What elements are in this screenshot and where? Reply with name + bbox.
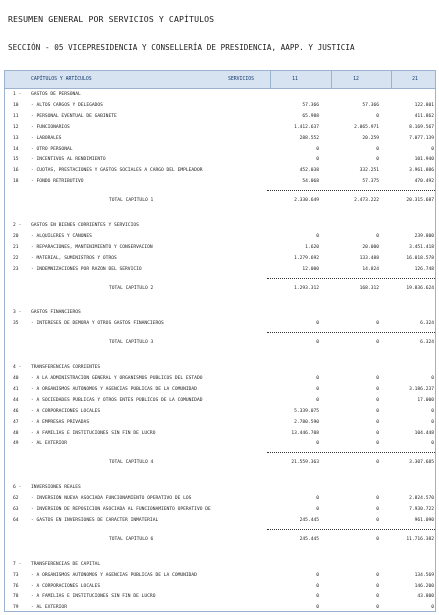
row-value-11: 288.552 bbox=[299, 135, 319, 141]
row-description: GASTOS DE PERSONAL bbox=[31, 92, 81, 97]
header-divider bbox=[331, 71, 332, 88]
row-code: 47 bbox=[13, 419, 19, 425]
row-code: 6 - bbox=[13, 485, 22, 491]
row-description: - FUNCIONARIOS bbox=[31, 124, 70, 130]
row-description: - AL EXTERIOR bbox=[31, 441, 67, 447]
row-value-21: 101.940 bbox=[414, 157, 434, 163]
row-value-21: 146.200 bbox=[414, 583, 434, 589]
row-value-21: 6.324 bbox=[420, 321, 434, 327]
row-value-21: 20.315.687 bbox=[406, 198, 434, 204]
total-row bbox=[5, 285, 435, 293]
row-value-21: 16.018.578 bbox=[406, 255, 434, 261]
total-separator bbox=[267, 452, 435, 453]
table-row bbox=[5, 102, 435, 110]
row-description: - MATERIAL, SUMINISTROS Y OTROS bbox=[31, 255, 117, 261]
table-row bbox=[5, 593, 435, 601]
header-divider bbox=[391, 71, 392, 88]
row-value-12: 14.824 bbox=[362, 266, 379, 272]
table-row bbox=[5, 375, 435, 383]
table-row bbox=[5, 440, 435, 448]
report-title: RESUMEN GENERAL POR SERVICIOS Y CAPÍTULOS bbox=[8, 14, 215, 24]
row-description: - A ORGANISMOS AUTÓNOMOS Y AGENCIAS PÚBLICAS DE LA COMUNIDAD bbox=[31, 572, 197, 578]
row-value-12: 0 bbox=[376, 386, 379, 392]
row-value-12: 0 bbox=[376, 397, 379, 403]
total-separator bbox=[267, 529, 435, 530]
row-code: 78 bbox=[13, 594, 19, 600]
row-value-21: 0 bbox=[431, 419, 434, 425]
row-description: - REPARACIONES, MANTENIMIENTO Y CONSERVACIÓN bbox=[31, 244, 153, 250]
row-value-12: 0 bbox=[376, 517, 379, 523]
row-value-12: 0 bbox=[376, 441, 379, 447]
table-row bbox=[5, 146, 435, 154]
row-value-11: 0 bbox=[316, 583, 319, 589]
row-description: INVERSIONES REALES bbox=[31, 485, 81, 491]
table-row bbox=[5, 517, 435, 525]
table-row bbox=[5, 495, 435, 503]
table-row bbox=[5, 572, 435, 580]
row-description: - A EMPRESAS PRIVADAS bbox=[31, 419, 90, 425]
row-value-21: 7.077.139 bbox=[409, 135, 434, 141]
row-value-21: 7.930.722 bbox=[409, 507, 434, 512]
row-value-12: 0 bbox=[376, 460, 379, 466]
row-description: - ALQUILERES Y CÁNONES bbox=[31, 233, 92, 239]
row-value-21: 961.090 bbox=[414, 517, 434, 523]
row-description: - INVERSIÓN NUEVA ASOCIADA FUNCIONAMIENTO OPERATIVO DE LOS bbox=[31, 496, 192, 502]
row-value-21: 3.451.418 bbox=[409, 244, 434, 250]
row-value-21: 239.800 bbox=[414, 233, 434, 239]
row-code: 14 bbox=[13, 146, 19, 152]
row-value-21: 0 bbox=[431, 605, 434, 611]
table-row bbox=[5, 178, 435, 186]
row-value-21: 43.800 bbox=[417, 594, 434, 600]
row-value-11: 2.780.590 bbox=[294, 419, 319, 425]
row-description: - A FAMILIAS E INSTITUCIONES SIN FIN DE LUCRO bbox=[31, 594, 156, 600]
row-description: - A SOCIEDADES PÚBLICAS Y OTROS ENTES PÚBLICOS DE LA COMUNIDAD bbox=[31, 397, 203, 403]
row-value-11: 12.000 bbox=[302, 266, 319, 272]
table-row bbox=[5, 397, 435, 405]
row-description: TOTAL CAPÍTULO 6 bbox=[109, 536, 154, 542]
row-description: - INCENTIVOS AL RENDIMIENTO bbox=[31, 157, 106, 163]
table-row bbox=[5, 506, 435, 514]
row-value-12: 133.488 bbox=[359, 255, 379, 261]
header-divider bbox=[270, 71, 271, 88]
total-row bbox=[5, 197, 435, 205]
table-row bbox=[5, 156, 435, 164]
row-value-12: 168.312 bbox=[359, 285, 379, 291]
row-value-11: 0 bbox=[316, 496, 319, 502]
row-value-21: 3.307.685 bbox=[409, 460, 434, 466]
row-description: - GASTOS EN INVERSIONES DE CARÁCTER INMATERIAL bbox=[31, 517, 159, 523]
row-value-11: 245.445 bbox=[299, 536, 319, 542]
row-description: TRANSFERENCIAS CORRIENTES bbox=[31, 365, 101, 371]
row-code: 10 bbox=[13, 102, 19, 108]
row-value-21: 6.324 bbox=[420, 340, 434, 346]
table-row bbox=[5, 386, 435, 394]
row-value-11: 452.038 bbox=[299, 168, 319, 174]
chapter-row bbox=[5, 364, 435, 372]
row-value-21: 3.186.237 bbox=[409, 386, 434, 392]
row-value-12: 57.366 bbox=[362, 102, 379, 108]
row-value-12: 0 bbox=[376, 536, 379, 542]
row-code: 1 - bbox=[13, 92, 22, 97]
table-row bbox=[5, 244, 435, 252]
table-row bbox=[5, 266, 435, 274]
row-value-11: 2.330.649 bbox=[294, 198, 319, 204]
row-description: - A CORPORACIONES LOCALES bbox=[31, 408, 101, 414]
row-value-21: 104.448 bbox=[414, 430, 434, 436]
total-row bbox=[5, 536, 435, 544]
row-value-11: 0 bbox=[316, 605, 319, 611]
row-code: 15 bbox=[13, 157, 19, 163]
row-value-21: 3.961.886 bbox=[409, 168, 434, 174]
section-heading: SECCIÓN - 05 VICEPRESIDENCIA Y CONSELLERÍA DE PRESIDENCIA, AAPP. Y JUSTICIA bbox=[8, 43, 355, 52]
row-description: - INTERESES DE DEMORA Y OTROS GASTOS FINANCIEROS bbox=[31, 321, 164, 327]
row-description: - ALTOS CARGOS Y DELEGADOS bbox=[31, 102, 103, 108]
row-value-11: 57.366 bbox=[302, 102, 319, 108]
row-code: 2 - bbox=[13, 223, 22, 228]
row-value-21: 19.836.624 bbox=[406, 285, 434, 291]
row-value-12: 20.000 bbox=[362, 244, 379, 250]
row-value-12: 0 bbox=[376, 507, 379, 512]
row-code: 13 bbox=[13, 135, 19, 141]
row-description: TRANSFERENCIAS DE CAPITAL bbox=[31, 561, 101, 567]
row-value-12: 2.473.222 bbox=[354, 198, 379, 204]
row-value-12: 0 bbox=[376, 146, 379, 152]
row-description: - AL EXTERIOR bbox=[31, 605, 67, 611]
row-code: 63 bbox=[13, 507, 19, 512]
row-value-21: 0 bbox=[431, 146, 434, 152]
row-value-11: 0 bbox=[316, 386, 319, 392]
row-value-21: 411.862 bbox=[414, 113, 434, 119]
table-row bbox=[5, 430, 435, 438]
row-code: 73 bbox=[13, 572, 19, 578]
row-value-11: 65.988 bbox=[302, 113, 319, 119]
table-row bbox=[5, 255, 435, 263]
row-value-12: 57.375 bbox=[362, 179, 379, 185]
row-code: 62 bbox=[13, 496, 19, 502]
table-row bbox=[5, 124, 435, 132]
chapter-row bbox=[5, 309, 435, 317]
row-value-12: 0 bbox=[376, 408, 379, 414]
row-description: - CUOTAS, PRESTACIONES Y GASTOS SOCIALES A CARGO DEL EMPLEADOR bbox=[31, 168, 203, 174]
table-row bbox=[5, 167, 435, 175]
table-row bbox=[5, 113, 435, 121]
row-description: TOTAL CAPÍTULO 2 bbox=[109, 285, 154, 291]
row-value-21: 470.492 bbox=[414, 179, 434, 185]
header-col-12: 12 bbox=[353, 77, 359, 82]
table-row bbox=[5, 583, 435, 591]
table-row bbox=[5, 419, 435, 427]
total-separator bbox=[267, 332, 435, 333]
row-value-12: 0 bbox=[376, 340, 379, 346]
row-value-12: 0 bbox=[376, 321, 379, 327]
total-row bbox=[5, 459, 435, 467]
row-value-11: 13.446.708 bbox=[291, 430, 319, 436]
row-description: TOTAL CAPÍTULO 1 bbox=[109, 198, 154, 204]
row-value-12: 2.065.971 bbox=[354, 124, 379, 130]
table-row bbox=[5, 408, 435, 416]
row-value-11: 5.339.075 bbox=[294, 408, 319, 414]
row-code: 40 bbox=[13, 376, 19, 381]
chapter-row bbox=[5, 484, 435, 492]
chapter-row bbox=[5, 561, 435, 569]
row-code: 20 bbox=[13, 233, 19, 239]
chapter-row bbox=[5, 222, 435, 230]
table-header bbox=[5, 71, 435, 89]
row-code: 48 bbox=[13, 430, 19, 436]
row-code: 16 bbox=[13, 168, 19, 174]
row-description: - FONDO RETRIBUTIVO bbox=[31, 179, 84, 185]
row-value-11: 0 bbox=[316, 507, 319, 512]
table-row bbox=[5, 604, 435, 612]
budget-table bbox=[4, 70, 436, 612]
row-value-11: 1.620 bbox=[305, 244, 319, 250]
row-value-12: 0 bbox=[376, 113, 379, 119]
row-code: 18 bbox=[13, 179, 19, 185]
row-value-11: 0 bbox=[316, 594, 319, 600]
row-description: GASTOS EN BIENES CORRIENTES Y SERVICIOS bbox=[31, 223, 139, 228]
table-row bbox=[5, 233, 435, 241]
row-code: 64 bbox=[13, 517, 19, 523]
total-separator bbox=[267, 278, 435, 279]
row-description: - A ORGANISMOS AUTÓNOMOS Y AGENCIAS PÚBLICAS DE LA COMUNIDAD bbox=[31, 386, 197, 392]
row-code: 44 bbox=[13, 397, 19, 403]
row-value-21: 134.569 bbox=[414, 572, 434, 578]
row-description: - OTRO PERSONAL bbox=[31, 146, 73, 152]
row-code: 4 - bbox=[13, 365, 22, 371]
row-code: 41 bbox=[13, 386, 19, 392]
table-row bbox=[5, 135, 435, 143]
row-code: 76 bbox=[13, 583, 19, 589]
row-value-12: 0 bbox=[376, 157, 379, 163]
row-value-11: 54.068 bbox=[302, 179, 319, 185]
row-value-21: 122.801 bbox=[414, 102, 434, 108]
row-value-12: 332.251 bbox=[359, 168, 379, 174]
row-value-11: 0 bbox=[316, 397, 319, 403]
row-value-12: 0 bbox=[376, 496, 379, 502]
row-description: - A FAMILIAS E INSTITUCIONES SIN FIN DE LUCRO bbox=[31, 430, 156, 436]
row-code: 46 bbox=[13, 408, 19, 414]
row-value-11: 0 bbox=[316, 376, 319, 381]
row-value-11: 1.293.312 bbox=[294, 285, 319, 291]
row-value-21: 126.748 bbox=[414, 266, 434, 272]
row-code: 11 bbox=[13, 113, 19, 119]
row-description: - INVERSIÓN DE REPOSICIÓN ASOCIADA AL FUNCIONAMIENTO OPERATIVO DE bbox=[31, 507, 211, 512]
row-value-21: 8.169.567 bbox=[409, 124, 434, 130]
row-value-12: 0 bbox=[376, 233, 379, 239]
row-description: - A LA ADMINISTRACIÓN GENERAL Y ORGANISMOS PÚBLICOS DEL ESTADO bbox=[31, 376, 203, 381]
row-value-12: 0 bbox=[376, 572, 379, 578]
row-value-11: 0 bbox=[316, 233, 319, 239]
row-value-12: 0 bbox=[376, 430, 379, 436]
row-value-12: 0 bbox=[376, 419, 379, 425]
row-value-12: 0 bbox=[376, 605, 379, 611]
row-value-11: 0 bbox=[316, 572, 319, 578]
row-value-21: 0 bbox=[431, 441, 434, 447]
row-value-11: 0 bbox=[316, 441, 319, 447]
row-code: 79 bbox=[13, 605, 19, 611]
header-col-21: 21 bbox=[412, 77, 418, 82]
row-description: - LABORALES bbox=[31, 135, 62, 141]
row-value-21: 11.716.382 bbox=[406, 536, 434, 542]
row-value-12: 0 bbox=[376, 376, 379, 381]
row-description: GASTOS FINANCIEROS bbox=[31, 310, 81, 316]
row-code: 49 bbox=[13, 441, 19, 447]
total-row bbox=[5, 339, 435, 347]
row-value-11: 1.279.692 bbox=[294, 255, 319, 261]
row-value-12: 0 bbox=[376, 583, 379, 589]
header-articulos: CAPÍTULOS Y ARTÍCULOS bbox=[31, 77, 92, 82]
row-value-21: 17.000 bbox=[417, 397, 434, 403]
row-value-11: 0 bbox=[316, 146, 319, 152]
row-code: 23 bbox=[13, 266, 19, 272]
total-separator bbox=[267, 190, 435, 191]
row-value-21: 0 bbox=[431, 408, 434, 414]
row-description: TOTAL CAPÍTULO 3 bbox=[109, 340, 154, 346]
header-servicios: SERVICIOS bbox=[228, 77, 254, 82]
row-value-12: 20.259 bbox=[362, 135, 379, 141]
row-value-11: 0 bbox=[316, 321, 319, 327]
row-value-11: 0 bbox=[316, 157, 319, 163]
row-code: 7 - bbox=[13, 561, 22, 567]
row-description: - A CORPORACIONES LOCALES bbox=[31, 583, 101, 589]
row-description: TOTAL CAPÍTULO 4 bbox=[109, 460, 154, 466]
row-value-11: 0 bbox=[316, 340, 319, 346]
row-description: - INDEMNIZACIONES POR RAZÓN DEL SERVICIO bbox=[31, 266, 142, 272]
table-row bbox=[5, 320, 435, 328]
row-value-11: 21.559.363 bbox=[291, 460, 319, 466]
row-code: 21 bbox=[13, 244, 19, 250]
chapter-row bbox=[5, 91, 435, 99]
row-code: 3 - bbox=[13, 310, 22, 316]
row-description: - PERSONAL EVENTUAL DE GABINETE bbox=[31, 113, 117, 119]
row-value-11: 245.445 bbox=[299, 517, 319, 523]
row-code: 12 bbox=[13, 124, 19, 130]
row-code: 22 bbox=[13, 255, 19, 261]
row-value-21: 2.824.570 bbox=[409, 496, 434, 502]
row-code: 35 bbox=[13, 321, 19, 327]
row-value-21: 0 bbox=[431, 376, 434, 381]
header-col-11: 11 bbox=[292, 77, 298, 82]
row-value-12: 0 bbox=[376, 594, 379, 600]
row-value-11: 1.412.637 bbox=[294, 124, 319, 130]
